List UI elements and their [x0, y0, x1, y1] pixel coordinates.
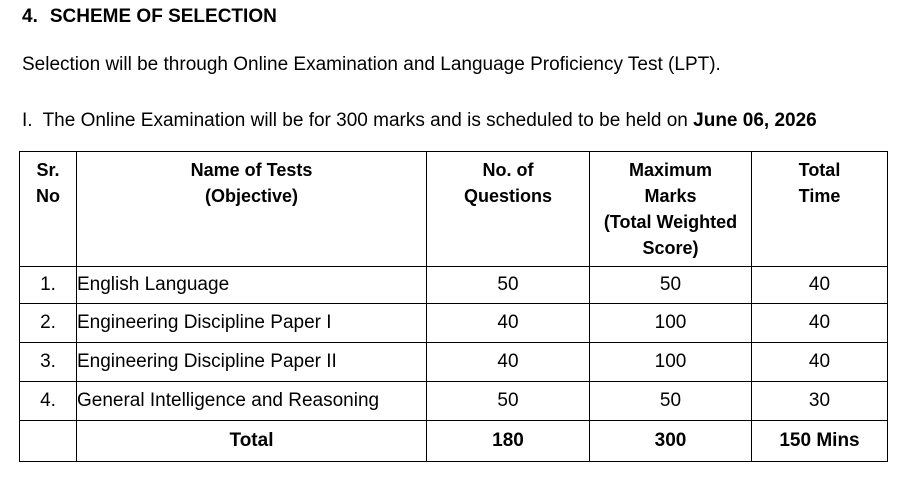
item-text: The Online Examination will be for 300 marks and is scheduled to be held on	[42, 110, 694, 131]
table-row	[20, 343, 888, 382]
cell-time: 30	[752, 382, 888, 421]
cell-total-marks: 300	[590, 421, 752, 462]
cell-time: 40	[752, 267, 888, 304]
table-total-row	[20, 421, 888, 462]
section-title: SCHEME OF SELECTION	[49, 6, 277, 27]
table-row	[20, 267, 888, 304]
header-maximum-marks: Maximum Marks (Total Weighted Score)	[590, 152, 752, 267]
cell-sr-no: 2.	[20, 304, 77, 343]
cell-marks: 50	[590, 267, 752, 304]
cell-sr-no: 3.	[20, 343, 77, 382]
cell-time: 40	[752, 343, 888, 382]
header-sr-no: Sr. No	[20, 152, 77, 267]
table-row	[20, 382, 888, 421]
item-marker: I.	[22, 110, 33, 131]
header-total-time: Total Time	[752, 152, 888, 267]
cell-test-name: Engineering Discipline Paper II	[77, 343, 427, 382]
table-header-row	[20, 152, 888, 267]
cell-total-label: Total	[77, 421, 427, 462]
cell-questions: 40	[427, 304, 590, 343]
cell-test-name: English Language	[77, 267, 427, 304]
cell-total-time: 150 Mins	[752, 421, 888, 462]
cell-total-empty	[20, 421, 77, 462]
cell-total-questions: 180	[427, 421, 590, 462]
exam-date: June 06, 2026	[693, 110, 817, 131]
cell-questions: 50	[427, 267, 590, 304]
cell-marks: 100	[590, 343, 752, 382]
header-name-of-tests: Name of Tests (Objective)	[77, 152, 427, 267]
cell-marks: 50	[590, 382, 752, 421]
table-row	[20, 304, 888, 343]
section-heading	[22, 6, 277, 28]
cell-test-name: Engineering Discipline Paper I	[77, 304, 427, 343]
cell-sr-no: 4.	[20, 382, 77, 421]
scheme-table	[19, 151, 888, 462]
cell-test-name: General Intelligence and Reasoning	[77, 382, 427, 421]
cell-marks: 100	[590, 304, 752, 343]
cell-questions: 50	[427, 382, 590, 421]
intro-paragraph: Selection will be through Online Examination and Language Proficiency Test (LPT).	[22, 54, 721, 75]
cell-questions: 40	[427, 343, 590, 382]
section-number: 4.	[22, 6, 38, 27]
cell-time: 40	[752, 304, 888, 343]
cell-sr-no: 1.	[20, 267, 77, 304]
header-no-of-questions: No. of Questions	[427, 152, 590, 267]
exam-item	[22, 110, 817, 132]
